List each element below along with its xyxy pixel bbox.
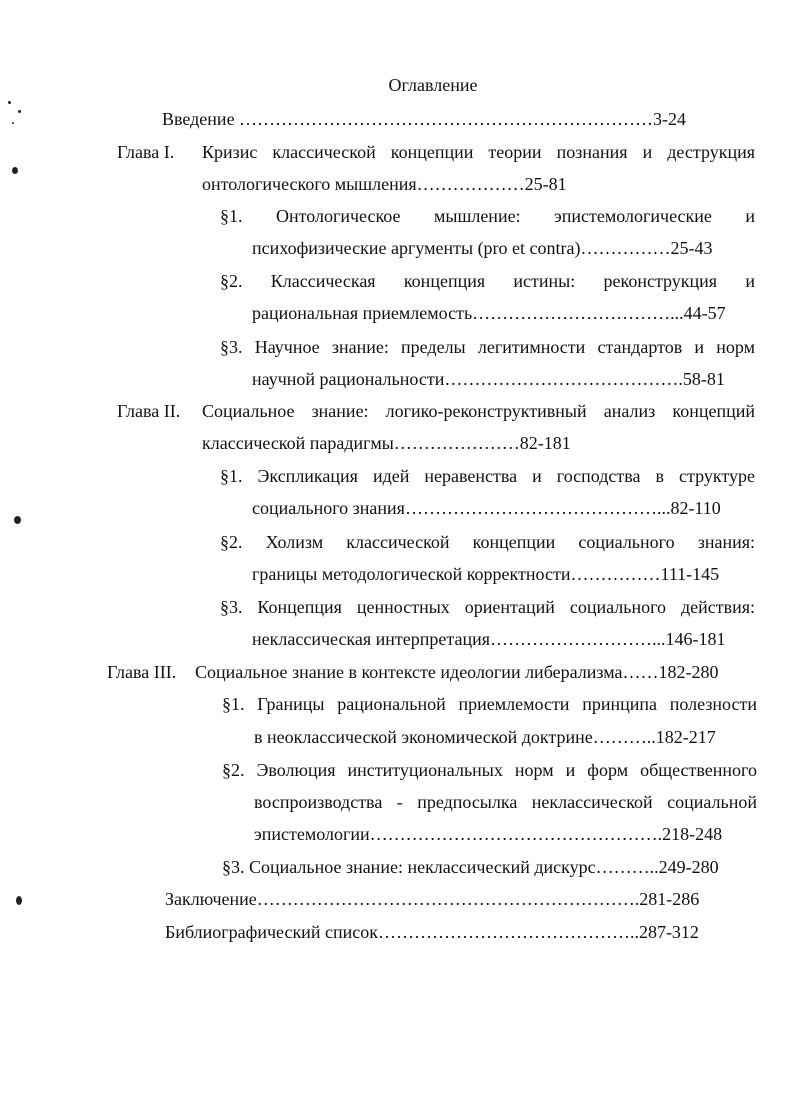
scan-speck xyxy=(8,101,11,104)
ch2-section-1-line-2: социального знания……………………………………...82-110 xyxy=(252,498,721,518)
chapter-3-title-line-1: Социальное знание в контексте идеологии либерализма……182-280 xyxy=(195,662,719,682)
chapter-1-title-line-1: Кризис классической концепции теории познания и деструкция xyxy=(202,142,755,162)
ch1-section-1-line-2: психофизические аргументы (pro et contra)……………25-43 xyxy=(252,238,713,258)
chapter-2-title-line-2: классической парадигмы…………………82-181 xyxy=(202,433,571,453)
ch3-section-2-line-1: §2. Эволюция институциональных норм и форм общественного xyxy=(222,760,757,780)
ch3-section-2-line-3: эпистемологии………………………………………….218-248 xyxy=(254,824,723,844)
ch1-section-3-line-1: §3. Научное знание: пределы легитимности стандартов и норм xyxy=(220,337,755,357)
ch3-section-1-line-2: в неоклассической экономической доктрине………..182-217 xyxy=(254,727,716,747)
chapter-3-label: Глава III. xyxy=(107,662,177,682)
ch3-section-1-line-1: §1. Границы рациональной приемлемости принципа полезности xyxy=(222,694,757,714)
scan-speck xyxy=(16,896,22,905)
toc-conclusion: Заключение……………………………………………………….281-286 xyxy=(165,889,700,909)
scan-speck xyxy=(14,516,21,524)
chapter-2-label: Глава II. xyxy=(117,401,181,421)
chapter-1-label: Глава I. xyxy=(117,142,175,162)
ch2-section-1-line-1: §1. Экспликация идей неравенства и господства в структуре xyxy=(220,466,755,486)
scan-speck xyxy=(12,122,14,124)
toc-intro: Введение ……………………………………………………………3-24 xyxy=(162,109,687,129)
ch2-section-2-line-2: границы методологической корректности……………111-145 xyxy=(252,564,720,584)
page-title: Оглавление xyxy=(388,75,478,95)
ch2-section-3-line-2: неклассическая интерпретация………………………...146-181 xyxy=(252,629,726,649)
chapter-2-title-line-1: Социальное знание: логико-реконструктивный анализ концепций xyxy=(202,401,755,421)
scan-speck xyxy=(12,167,18,174)
ch2-section-3-line-1: §3. Концепция ценностных ориентаций социального действия: xyxy=(220,597,755,617)
chapter-1-title-line-2: онтологического мышления………………25-81 xyxy=(202,174,567,194)
ch2-section-2-line-1: §2. Холизм классической концепции социального знания: xyxy=(220,532,755,552)
toc-bibliography: Библиографический список……………………………………..287-312 xyxy=(165,922,699,942)
ch1-section-3-line-2: научной рациональности………………………………….58-81 xyxy=(252,369,725,389)
ch3-section-3-line-1: §3. Социальное знание: неклассический дискурс………..249-280 xyxy=(222,857,719,877)
ch1-section-2-line-1: §2. Классическая концепция истины: реконструкция и xyxy=(220,271,755,291)
ch1-section-2-line-2: рациональная приемлемость……………………………...44-57 xyxy=(252,303,726,323)
ch1-section-1-line-1: §1. Онтологическое мышление: эпистемологические и xyxy=(220,206,755,226)
ch3-section-2-line-2: воспроизводства - предпосылка неклассической социальной xyxy=(254,792,757,812)
scan-speck xyxy=(18,110,21,113)
